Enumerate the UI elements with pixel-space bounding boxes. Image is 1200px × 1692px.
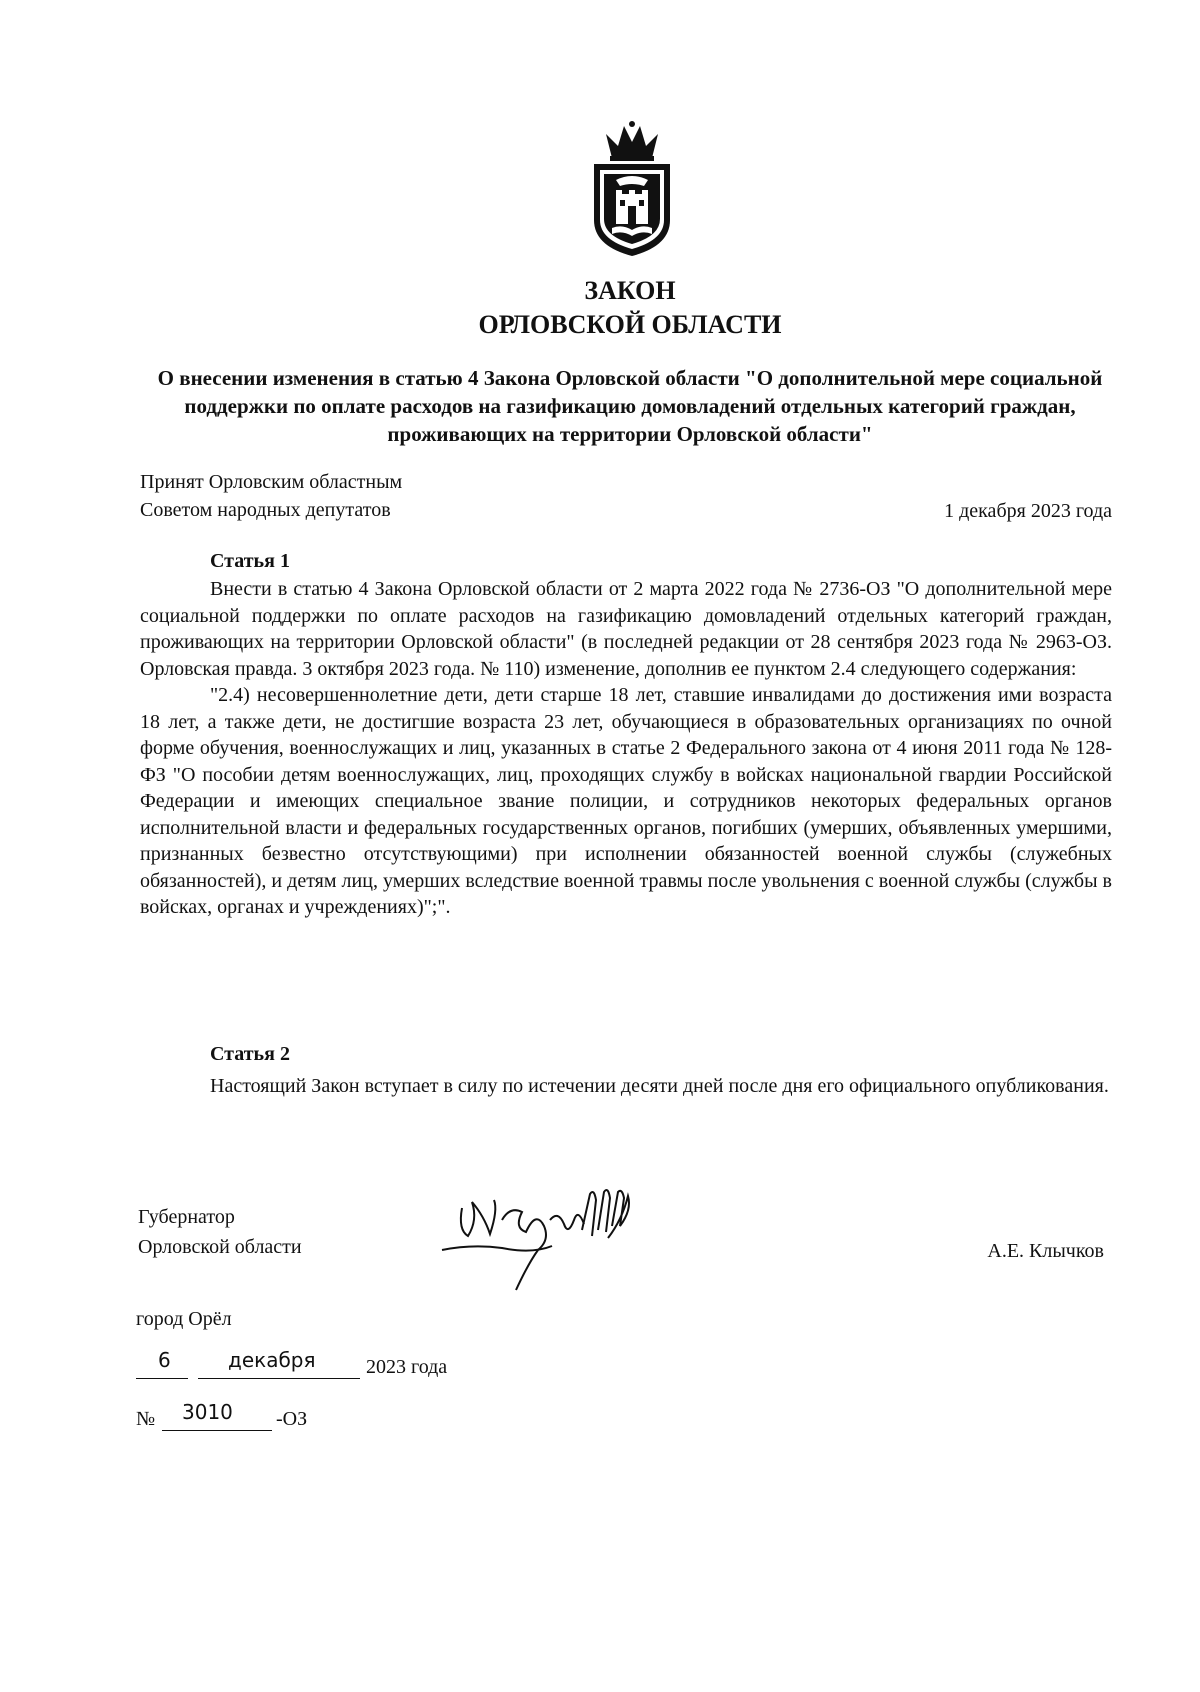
law-number [136,1400,436,1440]
governor-position-line-2: Орловской области [138,1236,302,1258]
article-2-body [140,1073,1112,1100]
handwritten-signature-icon [432,1180,652,1310]
document-title-region: ОРЛОВСКОЙ ОБЛАСТИ [478,310,782,339]
article-1-paragraph-1: Внести в статью 4 Закона Орловской области от 2 марта 2022 года № 2736-ОЗ "О дополнительной мере социальной поддержки по оплате расходов на газификацию домовладений отдельных категорий граждан, проживающих на территории Орловской области" (в последней редакции от 28 сентября 2023 года № 2963-ОЗ. Орловская правда. 3 октября 2023 года. № 110) изменение, дополнив ее пунктом 2.4 следующего содержания: [140,578,1112,680]
governor-position-line-1: Губернатор [138,1206,235,1228]
signing-date [136,1348,536,1388]
signing-day: 6 [158,1348,171,1372]
signing-month: декабря [228,1348,316,1372]
article-1-body [140,576,1112,921]
document-subtitle: О внесении изменения в статью 4 Закона Орловской области "О дополнительной мере социальной поддержки по оплате расходов на газификацию домовладений отдельных категорий граждан, проживающих на территории Орловской области" [157,366,1103,446]
law-number-value: 3010 [182,1400,233,1424]
adoption-line-1: Принят Орловским областным [140,471,403,493]
article-2-heading: Статья 2 [210,1043,290,1065]
governor-name: А.Е. Клычков [987,1240,1104,1262]
month-underline [198,1378,360,1379]
document-title: ЗАКОН [584,276,676,305]
law-number-suffix: -ОЗ [276,1408,308,1430]
signing-year: 2023 года [366,1356,448,1378]
adoption-line-2: Советом народных депутатов [140,499,391,521]
adoption-authority [140,468,402,524]
article-1-paragraph-2: "2.4) несовершеннолетние дети, дети старше 18 лет, ставшие инвалидами до достижения ими возраста 18 лет, а также дети, не достигшие возраста 23 лет, обучающиеся в образовательных организациях по очной форме обучения, военнослужащих и лиц, указанных в статье 2 Федерального закона от 4 июня 2011 года № 128-ФЗ "О пособии детям военнослужащих, лиц, проходящих службу в войсках национальной гвардии Российской Федерации и имеющих специальное звание полиции, и сотрудников некоторых федеральных органов исполнительной власти и федеральных государственных органов, погибших (умерших, объявленных умершими, признанных безвестно отсутствующими) при исполнении обязанностей военной службы (служебных обязанностей), и детям лиц, умерших вследствие военной травмы после увольнения с военной службы (службы в войсках, органах и учреждениях)";". [140,684,1112,918]
day-underline [136,1378,188,1379]
governor-position [138,1202,302,1262]
article-2-paragraph-1: Настоящий Закон вступает в силу по истечении десяти дней после дня его официального опубликования. [210,1075,1109,1097]
number-underline [162,1430,272,1431]
article-1-heading: Статья 1 [210,550,290,572]
adoption-date: 1 декабря 2023 года [944,500,1112,522]
orel-oblast-coat-of-arms-icon [582,120,682,260]
number-sign: № [136,1408,156,1430]
signing-city: город Орёл [136,1308,232,1330]
